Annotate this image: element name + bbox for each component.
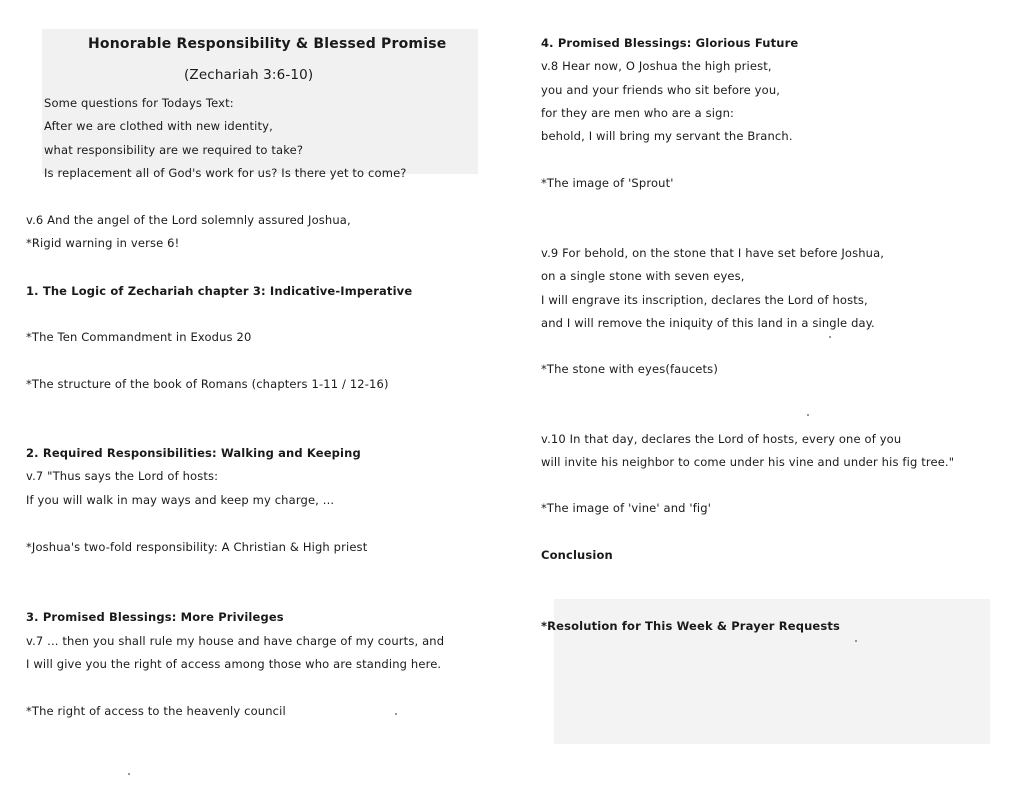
section-2-note: *Joshua's two-fold responsibility: A Christian & High priest (26, 540, 368, 554)
resolution-heading: *Resolution for This Week & Prayer Requests (541, 619, 841, 633)
verse-9-note: *The stone with eyes(faucets) (541, 362, 718, 376)
verse-8-line-4: behold, I will bring my servant the Branch. (541, 129, 793, 143)
verse-6-text: v.6 And the angel of the Lord solemnly assured Joshua, (26, 213, 351, 227)
verse-9-line-2: on a single stone with seven eyes, (541, 269, 745, 283)
scan-speck (128, 773, 130, 775)
scan-speck (855, 640, 857, 642)
verse-9-line-1: v.9 For behold, on the stone that I have set before Joshua, (541, 246, 885, 260)
section-3-heading: 3. Promised Blessings: More Privileges (26, 610, 284, 624)
section-2-verse-line-1: v.7 "Thus says the Lord of hosts: (26, 469, 219, 483)
scan-speck (807, 414, 809, 416)
verse-8-line-1: v.8 Hear now, O Joshua the high priest, (541, 59, 772, 73)
section-1-note-1: *The Ten Commandment in Exodus 20 (26, 330, 252, 344)
verse-9-line-4: and I will remove the iniquity of this land in a single day. (541, 316, 875, 330)
section-3-note: *The right of access to the heavenly council (26, 704, 286, 718)
section-4-heading: 4. Promised Blessings: Glorious Future (541, 36, 799, 50)
questions-intro: Some questions for Todays Text: (44, 96, 234, 110)
scan-speck (395, 713, 397, 715)
page-title: Honorable Responsibility & Blessed Promise (88, 36, 447, 52)
verse-10-note: *The image of 'vine' and 'fig' (541, 501, 712, 515)
section-2-verse-line-2: If you will walk in may ways and keep my charge, ... (26, 493, 335, 507)
question-line-3: Is replacement all of God's work for us? Is there yet to come? (44, 166, 407, 180)
scan-speck (829, 336, 831, 338)
question-line-2: what responsibility are we required to take? (44, 143, 304, 157)
section-2-heading: 2. Required Responsibilities: Walking and Keeping (26, 446, 361, 460)
verse-8-line-2: you and your friends who sit before you, (541, 83, 781, 97)
scripture-reference: (Zechariah 3:6-10) (184, 67, 314, 83)
verse-10-line-1: v.10 In that day, declares the Lord of hosts, every one of you (541, 432, 902, 446)
section-3-verse-line-1: v.7 ... then you shall rule my house and have charge of my courts, and (26, 634, 445, 648)
section-3-verse-line-2: I will give you the right of access among those who are standing here. (26, 657, 442, 671)
question-line-1: After we are clothed with new identity, (44, 119, 273, 133)
verse-6-note: *Rigid warning in verse 6! (26, 236, 180, 250)
conclusion-heading: Conclusion (541, 548, 613, 562)
verse-8-note: *The image of 'Sprout' (541, 176, 674, 190)
verse-8-line-3: for they are men who are a sign: (541, 106, 735, 120)
section-1-heading: 1. The Logic of Zechariah chapter 3: Indicative-Imperative (26, 284, 413, 298)
section-1-note-2: *The structure of the book of Romans (chapters 1-11 / 12-16) (26, 377, 389, 391)
verse-9-line-3: I will engrave its inscription, declares the Lord of hosts, (541, 293, 868, 307)
verse-10-line-2: will invite his neighbor to come under his vine and under his fig tree." (541, 455, 955, 469)
